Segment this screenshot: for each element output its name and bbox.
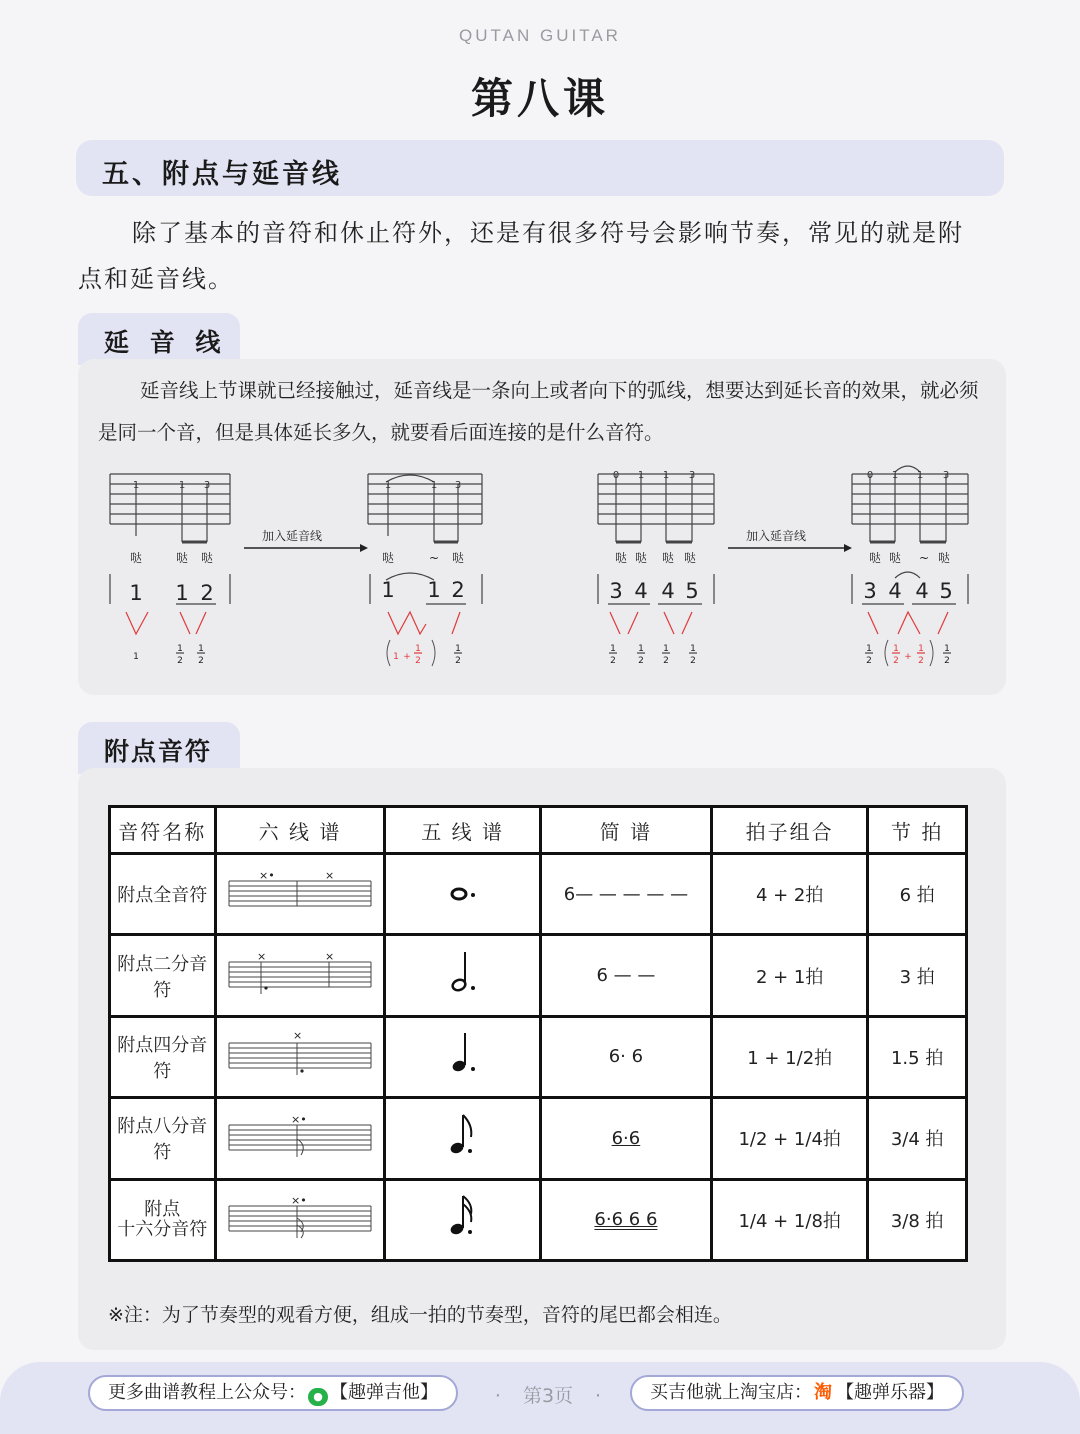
syllable: 哒 [888,551,902,565]
svg-text:×•: ×• [290,1112,307,1126]
tilde: ~ [428,551,440,565]
intro-paragraph: 除了基本的音符和休止符外，还是有很多符号会影响节奏，常见的就是附点和延音线。 [78,219,964,293]
header-cell: 五 线 谱 [385,807,540,854]
beat-count: 3 拍 [868,935,967,1016]
jianpu: 6·6 [540,1098,711,1179]
staff-notation [385,1016,540,1097]
wechat-prefix: 更多曲谱教程上公众号： [108,1382,306,1403]
beat-combo: 1 + 1/2拍 [712,1016,868,1097]
tab-fret: 3 [454,480,462,491]
header-cell: 音符名称 [110,807,216,854]
jianpu-note: 1 [427,578,441,602]
syllable: 哒 [683,551,697,565]
page-number: · 第3页 · [494,1385,602,1407]
svg-text:1: 1 [393,652,399,662]
svg-text:2: 2 [690,656,696,666]
tab-staff-1 [110,474,230,542]
svg-text:×: × [324,868,335,882]
svg-text:×•: ×• [258,868,275,882]
jianpu-note: 1 [381,578,395,602]
taobao-prefix: 买吉他就上淘宝店： [650,1382,812,1403]
tie-tab-label-text: 延 音 线 [104,328,227,357]
jianpu-note: 2 [200,581,214,605]
svg-text:2: 2 [663,656,669,666]
header-cell: 节 拍 [868,807,967,854]
tie-description: 延音线上节课就已经接触过，延音线是一条向上或者向下的弧线，想要达到延长音的效果，就必须是同一个音，但是具体延长多久，就要看后面连接的是什么音符。 [98,379,979,444]
note-name [110,1179,216,1260]
header-cell: 简 谱 [540,807,711,854]
jianpu-note: 4 [888,579,902,603]
syllable: 哒 [634,551,648,565]
tab-fret: 1 [891,470,899,481]
table-row [110,854,967,935]
wechat-account: 【趣弹吉他】 [330,1382,438,1403]
tab-notation [215,1098,385,1179]
jianpu: 6 — — [540,935,711,1016]
dotted-tab-label [78,722,240,774]
svg-text:2: 2 [198,656,204,666]
svg-text:1: 1 [893,644,899,654]
svg-text:2: 2 [415,656,421,666]
svg-text:2: 2 [610,656,616,666]
beat-count: 3/4 拍 [868,1098,967,1179]
arrow-label: 加入延音线 [262,529,323,543]
table-header-row [110,807,967,854]
beat-combo: 1/4 + 1/8拍 [712,1179,868,1260]
taobao-shop: 【趣弹乐器】 [836,1382,944,1403]
lesson-title: 第八课 [470,74,609,123]
syllable: 哒 [200,551,214,565]
syllable: 哒 [175,551,189,565]
svg-text:1: 1 [690,644,696,654]
wechat-icon: ● [308,1388,328,1406]
svg-text:1: 1 [177,644,183,654]
note-name-line2: 十六分音符 [117,1218,208,1240]
tab-notation [215,935,385,1016]
svg-text:×: × [256,950,267,964]
jianpu-note: 4 [634,579,648,603]
table-row [110,1016,967,1097]
svg-text:1: 1 [866,644,872,654]
tab-fret: 3 [942,470,950,481]
tab-fret: 1 [132,480,140,491]
svg-text:2: 2 [455,656,461,666]
jianpu-note: 4 [915,579,929,603]
syllable: 哒 [451,551,465,565]
staff-notation [385,854,540,935]
tab-fret: 1 [178,480,186,491]
jianpu-note: 5 [685,579,699,603]
beat-count: 6 拍 [868,854,967,935]
jianpu: 6· 6 [540,1016,711,1097]
jianpu-note: 3 [863,579,877,603]
staff-notation [385,1098,540,1179]
syllable: 哒 [661,551,675,565]
beat-count: 3/8 拍 [868,1179,967,1260]
staff-notation [385,1179,540,1260]
note-name: 附点二分音符 [110,935,216,1016]
jianpu: 6·6 6 6 [540,1179,711,1260]
jianpu-note: 4 [661,579,675,603]
svg-text:1: 1 [918,644,924,654]
svg-text:2: 2 [866,656,872,666]
brand-name: QUTAN GUITAR [459,26,621,45]
tab-fret: 1 [916,470,924,481]
beat-value: 1 [133,652,139,662]
footnote: ※注：为了节奏型的观看方便，组成一拍的节奏型，音符的尾巴都会相连。 [108,1304,732,1326]
syllable: 哒 [381,551,395,565]
svg-text:2: 2 [177,656,183,666]
syllable: 哒 [868,551,882,565]
tab-notation [215,1179,385,1260]
staff-notation [385,935,540,1016]
tie-diagram [98,462,988,682]
syllable: 哒 [937,551,951,565]
svg-text:1: 1 [638,644,644,654]
tab-notation [215,1016,385,1097]
jianpu-note: 1 [175,581,189,605]
svg-text:2: 2 [893,656,899,666]
svg-text:+: + [904,652,912,662]
svg-text:2: 2 [638,656,644,666]
svg-text:×: × [292,1029,303,1043]
wechat-link[interactable] [88,1375,458,1411]
svg-text:1: 1 [455,644,461,654]
note-name: 附点八分音符 [110,1098,216,1179]
beat-combo: 4 + 2拍 [712,854,868,935]
tab-fret: 1 [430,480,438,491]
taobao-icon: 淘 [814,1382,832,1403]
jianpu: 6— — — — — [540,854,711,935]
jianpu-note: 5 [939,579,953,603]
svg-text:1: 1 [944,644,950,654]
tab-fret: 1 [662,470,670,481]
jianpu-note: 3 [609,579,623,603]
table-row [110,935,967,1016]
jianpu-note: 2 [451,578,465,602]
arrow-label: 加入延音线 [746,529,807,543]
tab-staff-3 [598,474,714,542]
tab-fret: 0 [866,470,874,481]
syllable: 哒 [614,551,628,565]
tie-tab-label [78,313,240,365]
note-name: 附点四分音符 [110,1016,216,1097]
section-heading-text: 五、附点与延音线 [102,159,342,190]
dotted-notes-table [108,805,968,1262]
tab-notation [215,854,385,935]
beat-combo: 2 + 1拍 [712,935,868,1016]
svg-text:2: 2 [944,656,950,666]
taobao-link[interactable] [630,1375,964,1411]
svg-text:2: 2 [918,656,924,666]
tab-fret: 0 [612,470,620,481]
note-name-line1: 附点 [144,1198,181,1220]
table-row [110,1179,967,1260]
tab-fret: 3 [688,470,696,481]
tab-fret: 1 [637,470,645,481]
section-heading [76,140,1004,196]
svg-text:+: + [403,652,411,662]
header-cell: 六 线 谱 [215,807,385,854]
dotted-tab-label-text: 附点音符 [104,737,213,766]
header-cell: 拍子组合 [712,807,868,854]
note-name: 附点全音符 [110,854,216,935]
svg-text:1: 1 [663,644,669,654]
table-row [110,1098,967,1179]
svg-text:1: 1 [415,644,421,654]
tab-fret: 3 [203,480,211,491]
svg-text:1: 1 [198,644,204,654]
tab-fret: 1 [384,480,392,491]
beat-count: 1.5 拍 [868,1016,967,1097]
beat-combo: 1/2 + 1/4拍 [712,1098,868,1179]
jianpu-note: 1 [129,581,143,605]
syllable: 哒 [129,551,143,565]
tilde: ~ [918,551,930,565]
svg-text:×: × [324,950,335,964]
svg-text:1: 1 [610,644,616,654]
svg-text:×•: ×• [290,1194,307,1208]
